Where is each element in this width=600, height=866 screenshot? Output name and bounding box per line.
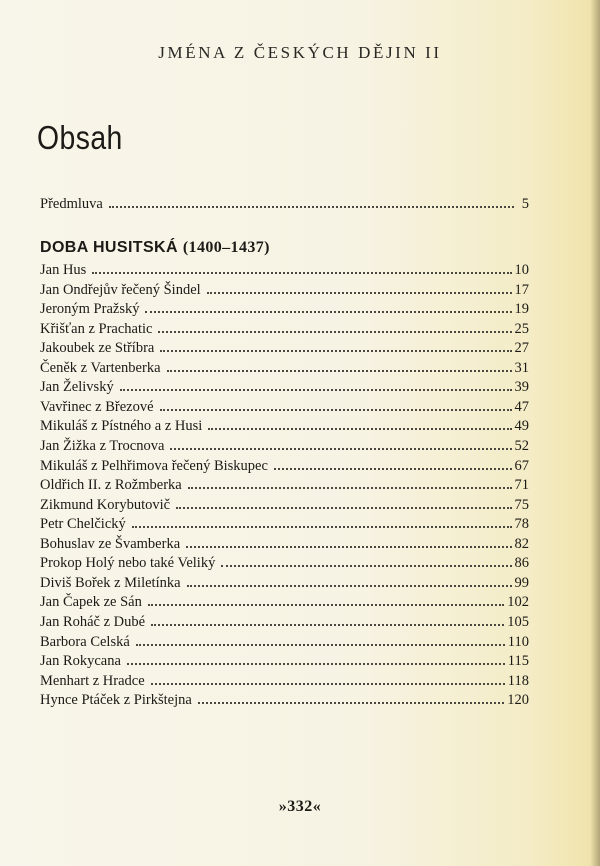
dot-leader	[198, 692, 504, 704]
toc-row[interactable]	[40, 516, 529, 536]
toc-row[interactable]	[40, 614, 529, 634]
toc-row[interactable]	[40, 634, 529, 654]
toc-page-number: 105	[507, 613, 529, 630]
page-title: Obsah	[37, 119, 123, 156]
toc-row-preface[interactable]	[40, 196, 529, 216]
toc-entry-label: Barbora Celská	[40, 633, 130, 650]
dot-leader	[207, 282, 512, 294]
toc-entry-label: Diviš Bořek z Miletínka	[40, 574, 181, 591]
toc-entry-label: Čeněk z Vartenberka	[40, 359, 161, 376]
toc-page-number: 115	[507, 653, 529, 669]
toc-entry-label: Oldřich II. z Rožmberka	[40, 477, 182, 494]
toc-page-number: 102	[507, 594, 529, 611]
toc-row[interactable]	[40, 379, 529, 399]
section-title: DOBA HUSITSKÁ	[40, 239, 178, 256]
dot-leader	[120, 379, 512, 391]
toc-entry-label: Prokop Holý nebo také Veliký	[40, 555, 216, 572]
toc-page-number: 110	[507, 633, 529, 650]
dot-leader	[208, 418, 511, 430]
dot-leader	[274, 458, 512, 470]
toc-row[interactable]	[40, 536, 529, 556]
toc-page-number: 47	[514, 398, 529, 415]
toc-row[interactable]	[40, 653, 529, 673]
dot-leader	[188, 477, 512, 489]
toc-page-number: 19	[514, 301, 529, 318]
toc-row[interactable]	[40, 399, 529, 419]
page-edge-shadow	[590, 0, 600, 866]
dot-leader	[151, 614, 504, 626]
page-number-folio: »332«	[278, 798, 322, 815]
toc-row[interactable]	[40, 360, 529, 380]
toc-page-number: 99	[514, 574, 529, 591]
dot-leader	[145, 301, 511, 313]
toc-entry-label: Mikuláš z Pístného a z Husi	[40, 418, 203, 435]
toc-row[interactable]	[40, 438, 529, 458]
dot-leader	[136, 634, 505, 646]
section-heading	[40, 239, 270, 257]
toc-entry-label: Jakoubek ze Stříbra	[40, 340, 155, 357]
toc-page-number: 49	[514, 418, 529, 435]
toc-row[interactable]	[40, 340, 529, 360]
toc-row[interactable]	[40, 555, 529, 575]
toc-entry-label: Jan Čapek ze Sán	[40, 594, 142, 611]
toc-row[interactable]	[40, 477, 529, 497]
toc-page-number: 67	[514, 457, 529, 474]
toc-page-number: 118	[507, 672, 529, 689]
dot-leader	[158, 321, 511, 333]
dot-leader	[187, 575, 512, 587]
toc-entry-label: Jan Želivský	[40, 379, 114, 396]
dot-leader	[151, 673, 505, 685]
toc-page-number: 78	[514, 516, 529, 533]
dot-leader	[160, 399, 512, 411]
toc-row[interactable]	[40, 497, 529, 517]
toc-entry-label: Křišťan z Prachatic	[40, 320, 153, 337]
toc-page-number: 71	[514, 477, 529, 494]
toc-entry-label: Mikuláš z Pelhřimova řečený Biskupec	[40, 457, 268, 474]
section-years: (1400–1437)	[182, 239, 270, 256]
dot-leader	[148, 594, 504, 606]
toc-page-number: 17	[514, 281, 529, 298]
toc-entry-label: Jan Žižka z Trocnova	[40, 438, 165, 454]
toc-row[interactable]	[40, 282, 529, 302]
toc-row[interactable]	[40, 301, 529, 321]
dot-leader	[92, 262, 511, 274]
running-head: JMÉNA Z ČESKÝCH DĚJIN II	[158, 43, 442, 62]
dot-leader	[186, 536, 511, 548]
dot-leader	[176, 497, 511, 509]
toc-page-number: 31	[514, 359, 529, 376]
toc-entry-label: Hynce Ptáček z Pirkštejna	[40, 692, 192, 709]
dot-leader	[167, 360, 512, 372]
toc-entry-label: Zikmund Korybutovič	[40, 496, 171, 513]
toc-entry-label: Jeroným Pražský	[40, 301, 140, 318]
toc-entry-label: Vavřinec z Březové	[40, 398, 154, 415]
dot-leader	[132, 516, 512, 528]
toc-entry-label: Bohuslav ze Švamberka	[40, 535, 181, 552]
dot-leader	[127, 653, 505, 665]
toc-page-number: 82	[514, 535, 529, 552]
toc-row[interactable]	[40, 692, 529, 712]
dot-leader	[109, 196, 514, 208]
toc-entry-label: Petr Chelčický	[40, 516, 126, 533]
toc-page-number: 27	[514, 340, 529, 357]
toc-row[interactable]	[40, 458, 529, 478]
toc-page-number: 52	[514, 438, 529, 454]
toc-page-number: 10	[514, 262, 529, 278]
toc-row[interactable]	[40, 673, 529, 693]
toc-entry-label: Jan Hus	[40, 262, 87, 278]
toc-page-number: 25	[514, 320, 529, 337]
toc-page-number: 39	[514, 379, 529, 396]
dot-leader	[160, 340, 511, 352]
toc-row[interactable]	[40, 262, 529, 282]
toc-entry-label: Jan Rokycana	[40, 653, 121, 669]
toc-row[interactable]	[40, 321, 529, 341]
toc-entry-label: Jan Ondřejův řečený Šindel	[40, 281, 201, 298]
toc-page-number: 120	[507, 692, 529, 709]
toc-row[interactable]	[40, 575, 529, 595]
toc-entry-label: Menhart z Hradce	[40, 672, 145, 689]
toc-page-number: 5	[521, 196, 529, 212]
dot-leader	[170, 438, 511, 450]
toc-page-number: 86	[514, 555, 529, 572]
dot-leader	[221, 555, 511, 567]
toc-entry-label: Jan Roháč z Dubé	[40, 613, 146, 630]
toc-row[interactable]	[40, 594, 529, 614]
toc-page-number: 75	[514, 496, 529, 513]
toc-entry-label: Předmluva	[40, 196, 103, 212]
toc-row[interactable]	[40, 418, 529, 438]
